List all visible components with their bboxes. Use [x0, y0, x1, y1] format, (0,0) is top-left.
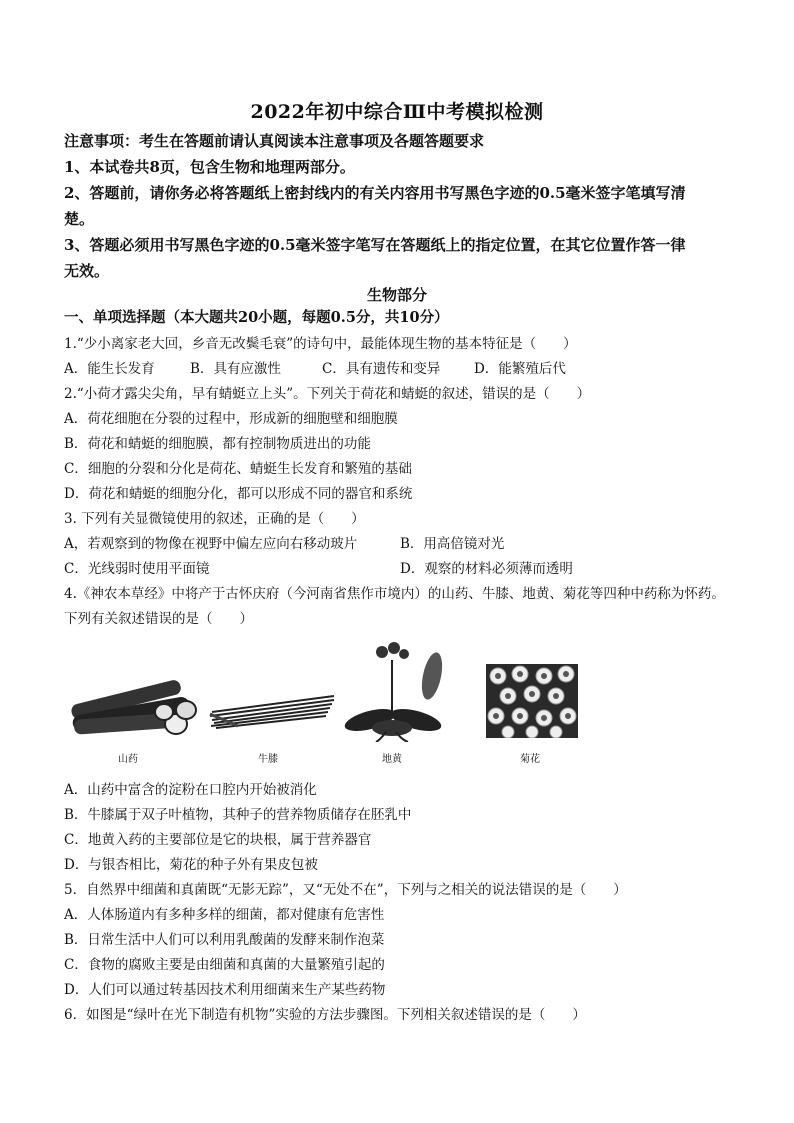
section-title: 生物部分 [366, 286, 427, 304]
notice-item-2-line-2: 楚。 [64, 210, 95, 228]
q5-option-a: A．人体肠道内有多种多样的细菌，都对健康有危害性 [64, 907, 385, 923]
q4-option-b: B．牛膝属于双子叶植物，其种子的营养物质储存在胚乳中 [64, 807, 412, 823]
q5-option-c: C．食物的腐败主要是由细菌和真菌的大量繁殖引起的 [64, 957, 385, 973]
caption-rehmannia: 地黄 [382, 754, 402, 765]
q1-option-c: C．具有遗传和变异 [322, 361, 441, 377]
q5-option-b: B．日常生活中人们可以利用乳酸菌的发酵来制作泡菜 [64, 932, 385, 948]
q3-option-b: B．用高倍镜对光 [400, 536, 505, 552]
notice-item-2-line-1: 2、答题前，请你务必将答题纸上密封线内的有关内容用书写黑色字迹的0.5毫米签字笔填写清 [64, 184, 686, 202]
q4-option-d: D．与银杏相比，菊花的种子外有果皮包被 [64, 857, 318, 873]
chrysanthemum-illustration [486, 664, 578, 738]
q4-stem-line-1: 4.《神农本草经》中将产于古怀庆府（今河南省焦作市境内）的山药、牛膝、地黄、菊花等四种中药称为怀药。 [64, 586, 725, 602]
q4-option-c: C．地黄入药的主要部位是它的块根，属于营养器官 [64, 832, 372, 848]
q3-option-a: A，若观察到的物像在视野中偏左应向右移动玻片 [64, 536, 358, 552]
q2-option-b: B．荷花和蜻蜓的细胞膜，都有控制物质进出的功能 [64, 436, 371, 452]
q3-stem: 3. 下列有关显微镜使用的叙述，正确的是（ ） [64, 511, 365, 527]
caption-achyranthes: 牛膝 [258, 754, 278, 765]
q4-option-a: A．山药中富含的淀粉在口腔内开始被消化 [64, 782, 317, 798]
q6-stem: 6．如图是“绿叶在光下制造有机物”实验的方法步骤图。下列相关叙述错误的是（ ） [64, 1007, 586, 1023]
q1-stem: 1.“少小离家老大回，乡音无改鬓毛衰”的诗句中，最能体现生物的基本特征是（ ） [64, 336, 577, 352]
q2-option-c: C．细胞的分裂和分化是荷花、蜻蜓生长发育和繁殖的基础 [64, 461, 412, 477]
q1-option-d: D．能繁殖后代 [474, 361, 566, 377]
achyranthes-illustration [208, 690, 338, 730]
q4-stem-line-2: 下列有关叙述错误的是（ ） [64, 611, 253, 627]
notice-item-3-line-1: 3、答题必须用书写黑色字迹的0.5毫米签字笔写在答题纸上的指定位置，在其它位置作答一律 [64, 236, 686, 254]
q5-stem: 5．自然界中细菌和真菌既“无影无踪”，又“无处不在”，下列与之相关的说法错误的是（ ） [64, 882, 627, 898]
notice-header: 注意事项：考生在答题前请认真阅读本注意事项及各题答题要求 [64, 132, 485, 150]
q2-stem: 2.“小荷才露尖尖角，早有蜻蜓立上头”。下列关于荷花和蜻蜓的叙述，错误的是（ ） [64, 386, 591, 402]
q3-option-d: D．观察的材料必须薄而透明 [400, 561, 573, 577]
q3-option-c: C．光线弱时使用平面镜 [64, 561, 210, 577]
q5-option-d: D．人们可以通过转基因技术利用细菌来生产某些药物 [64, 982, 386, 998]
q2-option-d: D．荷花和蜻蜓的细胞分化，都可以形成不同的器官和系统 [64, 486, 413, 502]
q2-option-a: A．荷花细胞在分裂的过程中，形成新的细胞壁和细胞膜 [64, 411, 398, 427]
part1-heading: 一、单项选择题（本大题共20小题，每题0.5分，共10分） [64, 309, 449, 326]
caption-yam: 山药 [118, 754, 138, 765]
notice-item-3-line-2: 无效。 [64, 262, 110, 280]
q1-option-b: B．具有应激性 [190, 361, 281, 377]
rehmannia-illustration [340, 642, 450, 742]
caption-chrysanthemum: 菊花 [520, 754, 540, 765]
notice-item-1: 1、本试卷共8页，包含生物和地理两部分。 [64, 158, 355, 176]
q1-option-a: A．能生长发育 [64, 361, 155, 377]
yam-illustration [68, 672, 198, 742]
page-title: 2022年初中综合Ⅲ中考模拟检测 [250, 101, 544, 123]
